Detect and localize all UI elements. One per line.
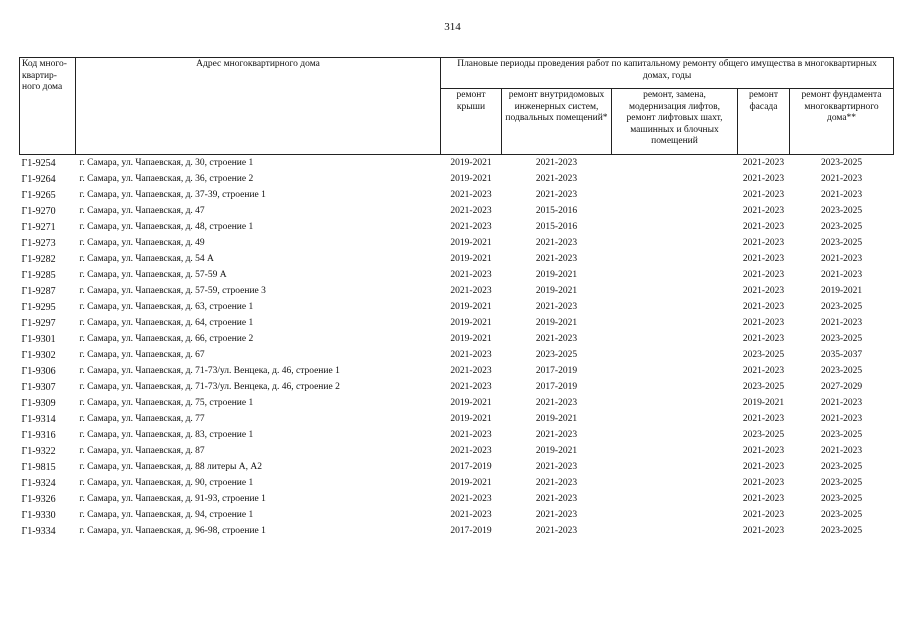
foundation-cell: 2021-2023 [820,414,863,424]
roof-repair-cell: 2019-2021 [450,478,492,488]
roof-repair-cell: 2019-2021 [450,238,492,248]
address-cell: г. Самара, ул. Чапаевская, д. 49 [79,238,205,248]
foundation-cell: 2023-2025 [820,462,863,472]
house-code-cell: Г1-9326 [21,493,56,505]
house-code-cell: Г1-9265 [21,189,56,201]
address-cell: г. Самара, ул. Чапаевская, д. 48, строение 1 [79,222,254,232]
facade-cell: 2021-2023 [742,254,785,264]
foundation-cell: 2023-2025 [820,302,863,312]
roof-repair-cell: 2021-2023 [450,494,492,504]
internal-systems-cell: 2021-2023 [535,302,578,312]
lifts-cell [612,395,738,411]
house-code-cell: Г1-9271 [21,221,56,233]
address-cell: г. Самара, ул. Чапаевская, д. 36, строение 2 [79,174,254,184]
roof-repair-cell: 2021-2023 [450,510,492,520]
address-cell: г. Самара, ул. Чапаевская, д. 83, строение 1 [79,430,254,440]
address-cell: г. Самара, ул. Чапаевская, д. 71-73/ул. Венцека, д. 46, строение 2 [79,382,340,392]
table-row [20,203,894,219]
roof-repair-cell: 2019-2021 [450,302,492,312]
roof-repair-cell: 2021-2023 [450,382,492,392]
address-cell: г. Самара, ул. Чапаевская, д. 90, строение 1 [79,478,254,488]
house-code-cell: Г1-9322 [21,445,56,457]
table-row [20,363,894,379]
facade-cell: 2021-2023 [742,302,785,312]
lifts-cell [612,475,738,491]
table-row [20,219,894,235]
lifts-cell [612,283,738,299]
table-row [20,475,894,491]
lifts-cell [612,443,738,459]
facade-cell: 2021-2023 [742,510,785,520]
internal-systems-cell: 2015-2016 [535,222,578,232]
foundation-cell: 2019-2021 [820,286,863,296]
internal-systems-cell: 2017-2019 [535,366,578,376]
internal-systems-cell: 2021-2023 [535,430,578,440]
internal-systems-cell: 2021-2023 [535,334,578,344]
table-row [20,459,894,475]
facade-cell: 2021-2023 [742,334,785,344]
internal-systems-cell: 2021-2023 [535,510,578,520]
foundation-cell: 2023-2025 [820,478,863,488]
internal-systems-cell: 2017-2019 [535,382,578,392]
page-number: 314 [444,21,461,33]
table-row [20,315,894,331]
roof-repair-cell: 2021-2023 [450,190,492,200]
table-row [20,379,894,395]
internal-systems-cell: 2019-2021 [535,318,578,328]
address-cell: г. Самара, ул. Чапаевская, д. 30, строение 1 [79,158,254,168]
roof-repair-cell: 2019-2021 [450,414,492,424]
lifts-cell [612,379,738,395]
header-foundation-repair: ремонт фундамента многоквартирного дома** [790,89,894,155]
house-code-cell: Г1-9330 [21,509,56,521]
facade-cell: 2021-2023 [742,238,785,248]
address-cell: г. Самара, ул. Чапаевская, д. 64, строение 1 [79,318,254,328]
lifts-cell [612,491,738,507]
roof-repair-cell: 2019-2021 [450,334,492,344]
facade-cell: 2021-2023 [742,318,785,328]
table-row [20,331,894,347]
address-cell: г. Самара, ул. Чапаевская, д. 87 [79,446,205,456]
foundation-cell: 2021-2023 [820,398,863,408]
address-cell: г. Самара, ул. Чапаевская, д. 63, строение 1 [79,302,254,312]
roof-repair-cell: 2019-2021 [450,318,492,328]
facade-cell: 2021-2023 [742,174,785,184]
internal-systems-cell: 2021-2023 [535,190,578,200]
table-row [20,283,894,299]
header-roof-repair: ремонт крыши [441,89,502,155]
facade-cell: 2021-2023 [742,462,785,472]
address-cell: г. Самара, ул. Чапаевская, д. 71-73/ул. Венцека, д. 46, строение 1 [79,366,340,376]
table-row [20,507,894,523]
roof-repair-cell: 2021-2023 [450,350,492,360]
foundation-cell: 2021-2023 [820,446,863,456]
address-cell: г. Самара, ул. Чапаевская, д. 67 [79,350,205,360]
table-row [20,491,894,507]
facade-cell: 2021-2023 [742,478,785,488]
foundation-cell: 2023-2025 [820,510,863,520]
table-row [20,171,894,187]
house-code-cell: Г1-9287 [21,285,56,297]
internal-systems-cell: 2021-2023 [535,174,578,184]
foundation-cell: 2023-2025 [820,158,863,168]
lifts-cell [612,363,738,379]
table-row [20,347,894,363]
house-code-cell: Г1-9295 [21,301,56,313]
foundation-cell: 2023-2025 [820,222,863,232]
foundation-cell: 2023-2025 [820,238,863,248]
facade-cell: 2023-2025 [742,382,785,392]
internal-systems-cell: 2019-2021 [535,414,578,424]
address-cell: г. Самара, ул. Чапаевская, д. 75, строение 1 [79,398,254,408]
foundation-cell: 2021-2023 [820,174,863,184]
facade-cell: 2021-2023 [742,494,785,504]
lifts-cell [612,155,738,172]
header-house-code: Код много-квартир-ного дома [20,58,76,155]
foundation-cell: 2021-2023 [820,270,863,280]
facade-cell: 2021-2023 [742,222,785,232]
roof-repair-cell: 2019-2021 [450,174,492,184]
roof-repair-cell: 2021-2023 [450,446,492,456]
address-cell: г. Самара, ул. Чапаевская, д. 54 А [79,254,214,264]
internal-systems-cell: 2021-2023 [535,238,578,248]
lifts-cell [612,459,738,475]
foundation-cell: 2027-2029 [820,382,863,392]
lifts-cell [612,411,738,427]
internal-systems-cell: 2023-2025 [535,350,578,360]
address-cell: г. Самара, ул. Чапаевская, д. 96-98, строение 1 [79,526,266,536]
foundation-cell: 2023-2025 [820,366,863,376]
address-cell: г. Самара, ул. Чапаевская, д. 47 [79,206,205,216]
foundation-cell: 2023-2025 [820,430,863,440]
lifts-cell [612,219,738,235]
internal-systems-cell: 2021-2023 [535,254,578,264]
roof-repair-cell: 2017-2019 [450,462,492,472]
facade-cell: 2021-2023 [742,158,785,168]
internal-systems-cell: 2021-2023 [535,398,578,408]
lifts-cell [612,251,738,267]
house-code-cell: Г1-9316 [21,429,56,441]
foundation-cell: 2023-2025 [820,526,863,536]
address-cell: г. Самара, ул. Чапаевская, д. 88 литеры А, А2 [79,462,262,472]
facade-cell: 2019-2021 [742,398,785,408]
house-code-cell: Г1-9334 [21,525,56,537]
header-planned-periods: Плановые периоды проведения работ по капитальному ремонту общего имущества в многоквартирных домах, годы [441,58,894,89]
house-code-cell: Г1-9306 [21,365,56,377]
internal-systems-cell: 2021-2023 [535,526,578,536]
table-row [20,235,894,251]
roof-repair-cell: 2021-2023 [450,206,492,216]
header-internal-systems-repair: ремонт внутридомовых инженерных систем, подвальных помещений* [502,89,612,155]
table-row [20,267,894,283]
address-cell: г. Самара, ул. Чапаевская, д. 66, строение 2 [79,334,254,344]
roof-repair-cell: 2021-2023 [450,286,492,296]
address-cell: г. Самара, ул. Чапаевская, д. 94, строение 1 [79,510,254,520]
roof-repair-cell: 2019-2021 [450,254,492,264]
facade-cell: 2021-2023 [742,286,785,296]
header-address: Адрес многоквартирного дома [76,58,441,155]
facade-cell: 2021-2023 [742,206,785,216]
foundation-cell: 2021-2023 [820,254,863,264]
table-row [20,411,894,427]
facade-cell: 2021-2023 [742,366,785,376]
lifts-cell [612,507,738,523]
internal-systems-cell: 2021-2023 [535,462,578,472]
facade-cell: 2021-2023 [742,414,785,424]
lifts-cell [612,523,738,539]
repair-schedule-table [19,57,894,539]
roof-repair-cell: 2019-2021 [450,158,492,168]
table-row [20,299,894,315]
address-cell: г. Самара, ул. Чапаевская, д. 57-59, строение 3 [79,286,266,296]
facade-cell: 2021-2023 [742,270,785,280]
lifts-cell [612,203,738,219]
roof-repair-cell: 2017-2019 [450,526,492,536]
house-code-cell: Г1-9815 [21,461,56,473]
internal-systems-cell: 2021-2023 [535,494,578,504]
facade-cell: 2023-2025 [742,350,785,360]
roof-repair-cell: 2021-2023 [450,222,492,232]
address-cell: г. Самара, ул. Чапаевская, д. 91-93, строение 1 [79,494,266,504]
house-code-cell: Г1-9301 [21,333,56,345]
internal-systems-cell: 2015-2016 [535,206,578,216]
house-code-cell: Г1-9273 [21,237,56,249]
internal-systems-cell: 2021-2023 [535,158,578,168]
house-code-cell: Г1-9302 [21,349,56,361]
lifts-cell [612,315,738,331]
foundation-cell: 2021-2023 [820,190,863,200]
table-row [20,155,894,172]
table-row [20,443,894,459]
table-row [20,523,894,539]
house-code-cell: Г1-9254 [21,157,56,169]
facade-cell: 2021-2023 [742,446,785,456]
roof-repair-cell: 2021-2023 [450,430,492,440]
table-body [20,155,894,540]
internal-systems-cell: 2019-2021 [535,286,578,296]
house-code-cell: Г1-9309 [21,397,56,409]
address-cell: г. Самара, ул. Чапаевская, д. 37-39, строение 1 [79,190,266,200]
foundation-cell: 2021-2023 [820,318,863,328]
internal-systems-cell: 2021-2023 [535,478,578,488]
foundation-cell: 2023-2025 [820,334,863,344]
foundation-cell: 2023-2025 [820,494,863,504]
house-code-cell: Г1-9285 [21,269,56,281]
address-cell: г. Самара, ул. Чапаевская, д. 77 [79,414,205,424]
foundation-cell: 2035-2037 [820,350,863,360]
lifts-cell [612,331,738,347]
lifts-cell [612,299,738,315]
header-facade-repair: ремонт фасада [738,89,790,155]
roof-repair-cell: 2021-2023 [450,366,492,376]
facade-cell: 2021-2023 [742,190,785,200]
internal-systems-cell: 2019-2021 [535,270,578,280]
internal-systems-cell: 2019-2021 [535,446,578,456]
house-code-cell: Г1-9264 [21,173,56,185]
house-code-cell: Г1-9324 [21,477,56,489]
house-code-cell: Г1-9282 [21,253,56,265]
house-code-cell: Г1-9270 [21,205,56,217]
house-code-cell: Г1-9314 [21,413,56,425]
lifts-cell [612,187,738,203]
lifts-cell [612,235,738,251]
lifts-cell [612,347,738,363]
roof-repair-cell: 2019-2021 [450,398,492,408]
foundation-cell: 2023-2025 [820,206,863,216]
table-row [20,427,894,443]
header-lifts-repair: ремонт, замена, модернизация лифтов, ремонт лифтовых шахт, машинных и блочных помещений [612,89,738,155]
facade-cell: 2021-2023 [742,526,785,536]
lifts-cell [612,427,738,443]
house-code-cell: Г1-9307 [21,381,56,393]
roof-repair-cell: 2021-2023 [450,270,492,280]
lifts-cell [612,267,738,283]
facade-cell: 2023-2025 [742,430,785,440]
house-code-cell: Г1-9297 [21,317,56,329]
table-row [20,251,894,267]
lifts-cell [612,171,738,187]
table-row [20,187,894,203]
table-row [20,395,894,411]
address-cell: г. Самара, ул. Чапаевская, д. 57-59 А [79,270,227,280]
